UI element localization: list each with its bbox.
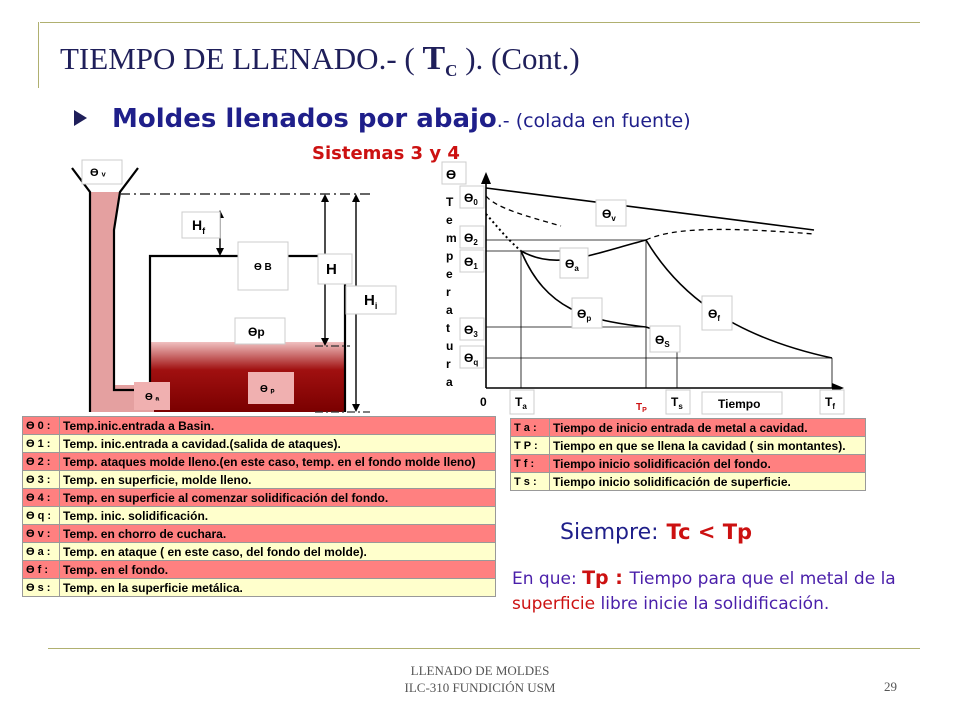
- page-title: TIEMPO DE LLENADO.- ( $T_C$ ). (Cont.): [60, 40, 580, 81]
- table-row: T P : Tiempo en que se llena la cavidad ( sin montantes).: [511, 437, 866, 455]
- theta-p-label: Ɵp: [248, 325, 265, 339]
- bottom-rule: [48, 648, 920, 649]
- svg-text:m: m: [446, 231, 457, 245]
- temperature-graph: [436, 160, 856, 418]
- ytick-theta1: $Ɵ_1$: [464, 255, 478, 271]
- ytick-theta2: $Ɵ_2$: [464, 231, 478, 247]
- footer-line1: LLENADO DE MOLDES: [410, 663, 550, 678]
- table-row: T a : Tiempo de inicio entrada de metal a cavidad.: [511, 419, 866, 437]
- svg-text:Hf: $H_f$: [192, 217, 206, 236]
- label-theta-s: $Ɵ_S$: [655, 333, 670, 349]
- xtick-tf: $T_f$: [825, 395, 836, 411]
- ytick-theta0: $Ɵ_0$: [464, 191, 478, 207]
- svg-text:u: u: [446, 339, 454, 353]
- table-row: Ɵ 4 : Temp. en superficie al comenzar solidificación del fondo.: [23, 489, 496, 507]
- theta-table: [22, 416, 496, 597]
- label-theta-v: $Ɵ_v$: [602, 207, 616, 223]
- svg-text:r: r: [446, 285, 451, 299]
- svg-text:e: e: [446, 213, 453, 227]
- svg-text:a: a: [446, 303, 453, 317]
- h-label: H: [326, 261, 337, 278]
- xtick-zero: 0: [480, 395, 487, 409]
- top-rule: [40, 22, 920, 23]
- table-row: Ɵ 0 : Temp.inic.entrada a Basin.: [23, 417, 496, 435]
- label-theta-a: $Ɵ_a$: [565, 257, 579, 273]
- table-row: T s : Tiempo inicio solidificación de superficie.: [511, 473, 866, 491]
- xtick-tp: $T_P$: [636, 402, 647, 414]
- bullet-heading: Moldes llenados por abajo.- (colada en fuente): [112, 104, 691, 134]
- x-axis-title: Tiempo: [718, 397, 761, 411]
- table-row: T f : Tiempo inicio solidificación del fondo.: [511, 455, 866, 473]
- page-number: 29: [884, 679, 897, 694]
- svg-text:r: r: [446, 357, 451, 371]
- bullet-arrow-icon: [74, 110, 87, 126]
- left-rule: [38, 22, 39, 88]
- table-row: Ɵ 1 : Temp. inic.entrada a cavidad.(salida de ataques).: [23, 435, 496, 453]
- table-row: Ɵ 3 : Temp. en superficie, molde lleno.: [23, 471, 496, 489]
- svg-text:T: T: [446, 195, 454, 209]
- table-row: Ɵ f : Temp. en el fondo.: [23, 561, 496, 579]
- cavity-metal: [150, 342, 345, 412]
- time-table: [510, 418, 866, 491]
- svg-text:t: t: [446, 321, 450, 335]
- tp-definition: En que: Tp : Tiempo para que el metal de la superficie libre inicie la solidificación.: [512, 567, 896, 614]
- label-theta-p: $Ɵ_p$: [577, 307, 592, 323]
- svg-text:a: a: [446, 375, 453, 389]
- label-theta-f: $Ɵ_f$: [708, 307, 721, 323]
- curve-theta-v: [486, 188, 814, 230]
- theta-b-label: Ɵ B: [254, 262, 272, 273]
- table-row: Ɵ a : Temp. en ataque ( en este caso, del fondo del molde).: [23, 543, 496, 561]
- table-row: Ɵ q : Temp. inic. solidificación.: [23, 507, 496, 525]
- footer: [360, 662, 600, 696]
- ytick-theta3: $Ɵ_3$: [464, 323, 478, 339]
- svg-text:p: p: [446, 249, 454, 263]
- y-axis-title: [446, 195, 457, 389]
- y-axis-theta: Ɵ: [446, 167, 457, 182]
- hi-label: H: [364, 292, 375, 309]
- table-row: Ɵ v : Temp. en chorro de cuchara.: [23, 525, 496, 543]
- sistemas-label: Sistemas 3 y 4: [312, 143, 460, 164]
- mold-diagram: [60, 150, 430, 420]
- xtick-ts: $T_s$: [671, 395, 683, 411]
- hf-label: H: [192, 217, 203, 233]
- theta-a-label: Ɵ ₐ: [145, 392, 160, 403]
- footer-line2: ILC-310 FUNDICIÓN USM: [404, 680, 556, 695]
- theta-pp-label: Ɵ ₚ: [260, 384, 275, 395]
- theta-v-label: Ɵ ᵥ: [90, 167, 106, 179]
- svg-text:Hi: $H_i$: [364, 292, 378, 311]
- ytick-thetaq: $Ɵ_q$: [464, 351, 479, 367]
- siempre-statement: Siempre: Tc < Tp: [560, 520, 753, 545]
- table-row: Ɵ 2 : Temp. ataques molde lleno.(en este caso, temp. en el fondo molde lleno): [23, 453, 496, 471]
- xtick-ta: $T_a$: [515, 395, 527, 411]
- svg-text:e: e: [446, 267, 453, 281]
- table-row: Ɵ s : Temp. en la superficie metálica.: [23, 579, 496, 597]
